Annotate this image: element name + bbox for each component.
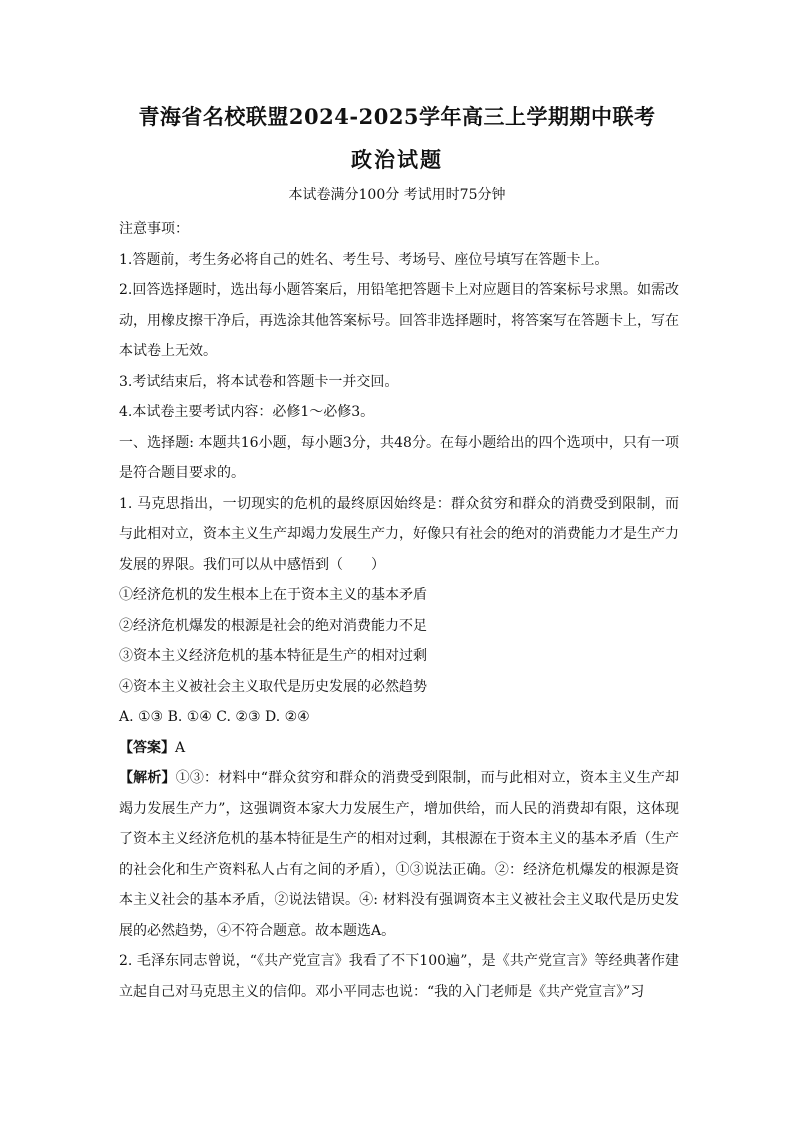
notes-heading: 注意事项： — [119, 221, 189, 237]
exam-info: 本试卷满分100分 考试用时75分钟 — [288, 187, 506, 203]
exam-title: 青海省名校联盟2024-2025学年高三上学期期中联考 — [138, 104, 656, 129]
section-heading: 一、选择题: 本题共16小题，每小题3分，共48分。在每小题给出的四个选项中，只有一项是符合题目要求的。 — [119, 434, 679, 481]
note-item-2: 2.回答选择题时，选出每小题答案后，用铅笔把答题卡上对应题目的答案标号求黑。如需改动，用橡皮擦干净后，再选涂其他答案标号。回答非选择题时，将答案写在答题卡上，写在本试卷上无效。 — [119, 282, 679, 359]
question-1-analysis — [119, 763, 679, 946]
answer-value: A — [175, 739, 186, 756]
note-item-4: 4.本试卷主要考试内容：必修1～必修3。 — [119, 404, 375, 420]
answer-label: 【答案】 — [119, 739, 175, 756]
analysis-label: 【解析】 — [119, 770, 176, 786]
question-1-option-1: ①经济危机的发生根本上在于资本主义的基本矛盾 — [119, 587, 427, 603]
question-1-answer — [119, 733, 679, 764]
exam-subject: 政治试题 — [351, 147, 443, 172]
question-1-option-3: ③资本主义经济危机的基本特征是生产的相对过剩 — [119, 648, 427, 664]
analysis-text: ①③：材料中“群众贫穷和群众的消费受到限制，而与此相对立，资本主义生产却竭力发展生产力”，这强调资本家大力发展生产，增加供给，而人民的消费却有限，这体现了资本主义经济危机的基本特征是生产的相对过剩，其根源在于资本主义的基本矛盾（生产的社会化和生产资料私人占有之间的矛盾），①③说法正确。②：经济危机爆发的根源是资本主义社会的基本矛盾，②说法错误。④: 材料没有强调资本主义被社会主义取代是历史发展的必然趋势，④不符合题意。故本题选A。 — [119, 770, 680, 939]
question-1-option-2: ②经济危机爆发的根源是社会的绝对消费能力不足 — [119, 617, 427, 634]
document-body — [119, 214, 679, 1007]
note-item-3: 3.考试结束后，将本试卷和答题卡一并交回。 — [119, 373, 399, 390]
note-item-1: 1.答题前，考生务必将自己的姓名、考生号、考场号、座位号填写在答题卡上。 — [119, 251, 609, 268]
question-2-stem: 2. 毛泽东同志曾说，“《共产党宣言》我看了不下100遍”，是《共产党宣言》等经典著作建立起自己对马克思主义的信仰。邓小平同志也说：“我的入门老师是《共产党宣言》”习 — [119, 953, 679, 1000]
question-1-stem: 1. 马克思指出，一切现实的危机的最终原因始终是：群众贫穷和群众的消费受到限制，而与此相对立，资本主义生产却竭力发展生产力，好像只有社会的绝对的消费能力才是生产力发展的界限。我们可以从中感悟到（ ） — [119, 495, 679, 573]
question-1-option-4: ④资本主义被社会主义取代是历史发展的必然趋势 — [119, 678, 427, 695]
question-1-choices: A. ①③ B. ①④ C. ②③ D. ②④ — [119, 709, 310, 725]
